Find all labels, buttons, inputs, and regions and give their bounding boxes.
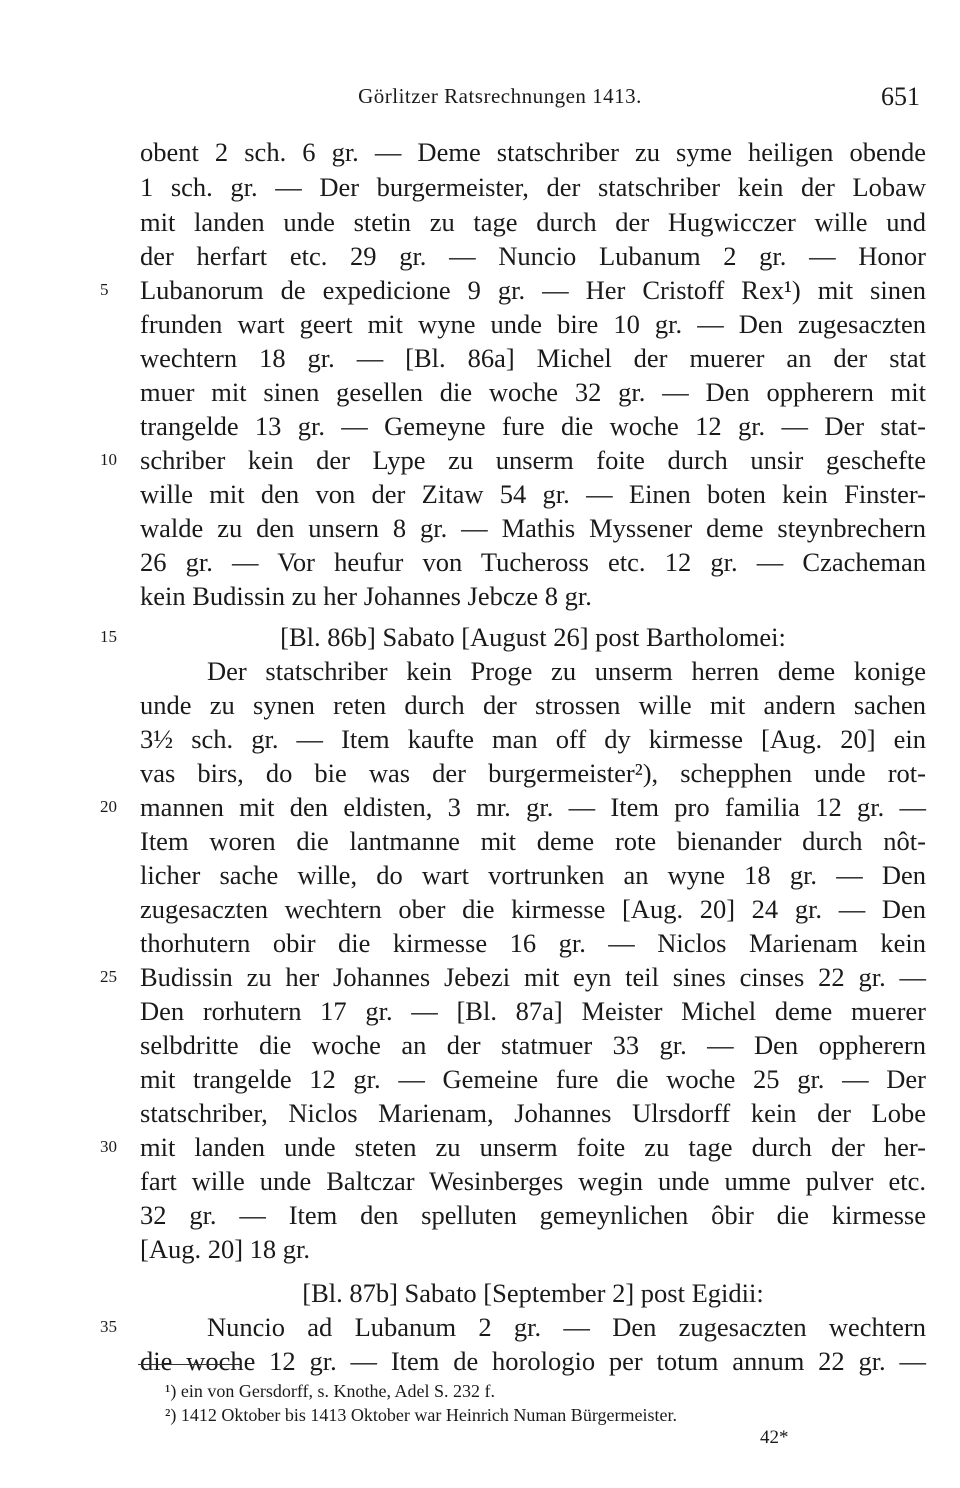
text-line: obent 2 sch. 6 gr. — Deme statschriber zu syme heiligen obende: [140, 137, 926, 167]
text-line: muer mit sinen gesellen die woche 32 gr. — Den oppherern mit: [140, 377, 926, 407]
running-title: Görlitzer Ratsrechnungen 1413.: [358, 84, 642, 108]
text-line: Item woren die lantmanne mit deme rote bienander durch nôt-: [140, 826, 926, 856]
text-line: vas birs, do bie was der burgermeister²), schepphen unde rot-: [140, 758, 926, 788]
text-line: 1 sch. gr. — Der burgermeister, der statschriber kein der Lobaw: [140, 172, 926, 202]
text-line: [Aug. 20] 18 gr.: [140, 1234, 311, 1264]
text-line: mit landen unde stetin zu tage durch der Hugwicczer wille und: [140, 207, 926, 237]
line-number: 5: [100, 280, 109, 299]
text-line: walde zu den unsern 8 gr. — Mathis Myssener deme steynbrechern: [140, 513, 926, 543]
text-line: zugesaczten wechtern ober die kirmesse [Aug. 20] 24 gr. — Den: [140, 894, 926, 924]
section-heading: [Bl. 86b] Sabato [August 26] post Bartholomei:: [280, 622, 786, 652]
text-line: mit landen unde steten zu unserm foite zu tage durch der her-: [140, 1132, 926, 1162]
text-line: licher sache wille, do wart vortrunken an wyne 18 gr. — Den: [140, 860, 926, 890]
line-number: 15: [100, 627, 117, 646]
text-line: kein Budissin zu her Johannes Jebcze 8 gr.: [140, 581, 592, 611]
footnote: ²) 1412 Oktober bis 1413 Oktober war Heinrich Numan Bürgermeister.: [165, 1405, 677, 1425]
line-number: 10: [100, 450, 117, 469]
text-line: statschriber, Niclos Marienam, Johannes Ulrsdorff kein der Lobe: [140, 1098, 926, 1128]
text-line: Budissin zu her Johannes Jebezi mit eyn teil sines cinses 22 gr. —: [140, 962, 926, 992]
text-line: wille mit den von der Zitaw 54 gr. — Einen boten kein Finster-: [140, 479, 926, 509]
text-line: unde zu synen reten durch der strossen wille mit andern sachen: [140, 690, 926, 720]
text-line: mannen mit den eldisten, 3 mr. gr. — Item pro familia 12 gr. —: [140, 792, 926, 822]
text-line: 3½ sch. gr. — Item kaufte man off dy kirmesse [Aug. 20] ein: [140, 724, 926, 754]
footnote: ¹) ein von Gersdorff, s. Knothe, Adel S. 232 f.: [165, 1381, 496, 1401]
text-line: 32 gr. — Item den spelluten gemeynlichen ôbir die kirmesse: [140, 1200, 926, 1230]
signature-mark: 42*: [760, 1427, 789, 1448]
text-line: wechtern 18 gr. — [Bl. 86a] Michel der muerer an der stat: [140, 343, 926, 373]
footnote-rule: [138, 1364, 241, 1365]
text-line: frunden wart geert mit wyne unde bire 10 gr. — Den zugesaczten: [140, 309, 926, 339]
text-line: Der statschriber kein Proge zu unserm herren deme konige: [207, 656, 926, 686]
page-header: [0, 82, 960, 118]
text-line: selbdritte die woche an der statmuer 33 gr. — Den oppherern: [140, 1030, 926, 1060]
text-line: fart wille unde Baltczar Wesinberges wegin unde umme pulver etc.: [140, 1166, 926, 1196]
text-line: Lubanorum de expedicione 9 gr. — Her Cristoff Rex¹) mit sinen: [140, 275, 926, 305]
line-number: 35: [100, 1317, 117, 1336]
text-line: schriber kein der Lype zu unserm foite durch unsir geschefte: [140, 445, 926, 475]
text-line: thorhutern obir die kirmesse 16 gr. — Niclos Marienam kein: [140, 928, 926, 958]
text-line: 26 gr. — Vor heufur von Tucheross etc. 12 gr. — Czacheman: [140, 547, 926, 577]
section-heading: [Bl. 87b] Sabato [September 2] post Egidii:: [302, 1278, 764, 1308]
text-line: Nuncio ad Lubanum 2 gr. — Den zugesaczten wechtern: [207, 1312, 926, 1342]
text-line: mit trangelde 12 gr. — Gemeine fure die woche 25 gr. — Der: [140, 1064, 926, 1094]
page-number: 651: [881, 82, 920, 111]
line-number: 25: [100, 967, 117, 986]
text-line: der herfart etc. 29 gr. — Nuncio Lubanum 2 gr. — Honor: [140, 241, 926, 271]
line-number: 30: [100, 1137, 117, 1156]
text-line: Den rorhutern 17 gr. — [Bl. 87a] Meister Michel deme muerer: [140, 996, 926, 1026]
line-number: 20: [100, 797, 117, 816]
text-line: die woche 12 gr. — Item de horologio per totum annum 22 gr. —: [140, 1346, 926, 1376]
text-line: trangelde 13 gr. — Gemeyne fure die woche 12 gr. — Der stat-: [140, 411, 926, 441]
